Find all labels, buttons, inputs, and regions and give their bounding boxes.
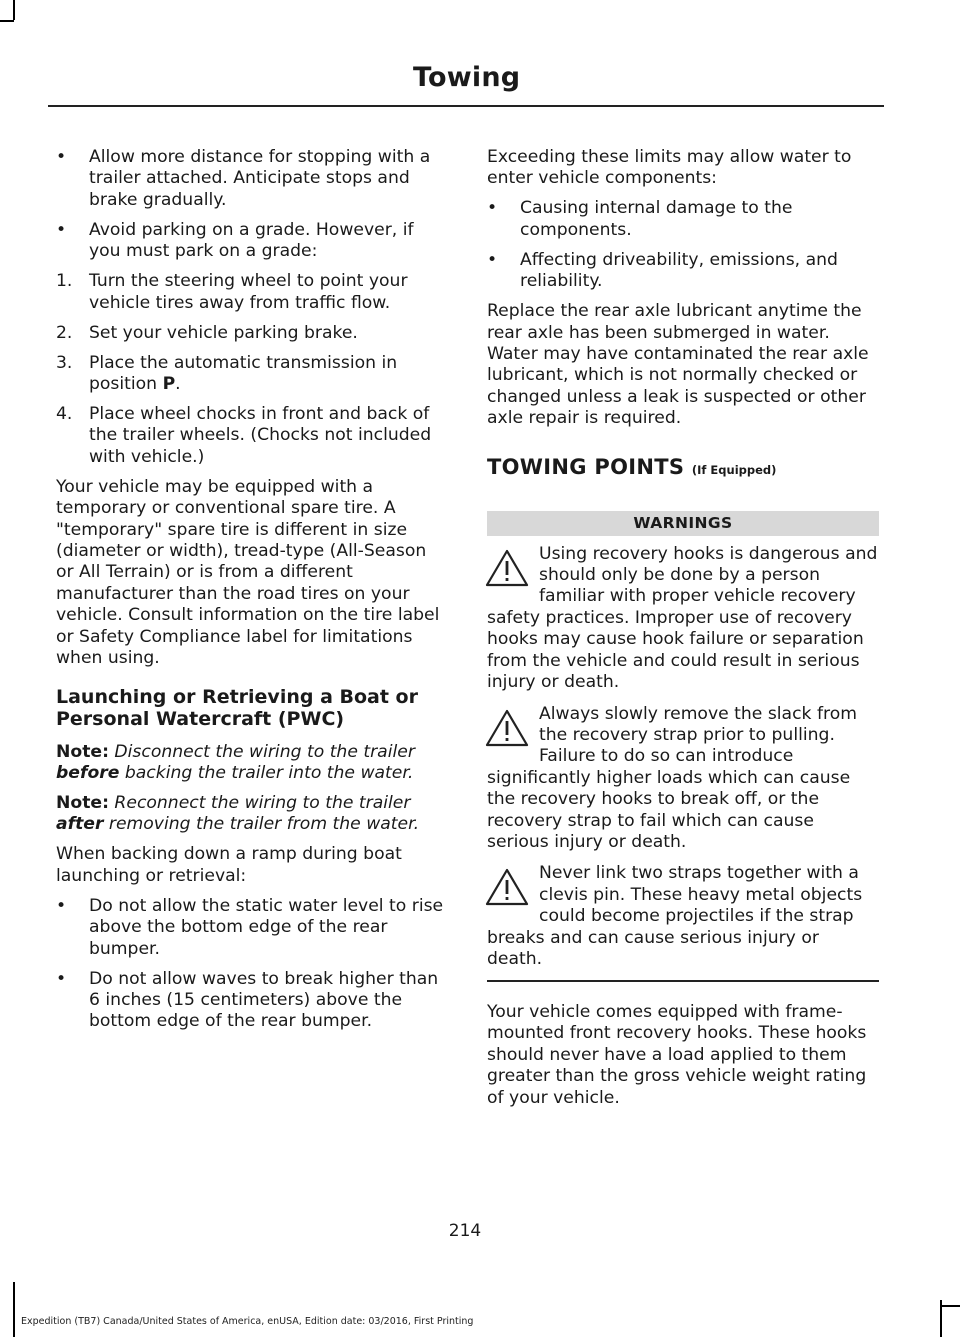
list-item: • Do not allow the static water level to rise above the bottom edge of the rear bumper. [56, 895, 444, 959]
step-item: 3. Place the automatic transmission in position P. [56, 352, 398, 395]
footer-text: Expedition (TB7) Canada/United States of America, enUSA, Edition date: 03/2016, First Printing [21, 1316, 474, 1327]
bullet-marker: • [56, 895, 67, 916]
step-item: 1. Turn the steering wheel to point your vehicle tires away from traffic flow. [56, 271, 408, 313]
step-item: 4. Place wheel chocks in front and back of the trailer wheels. (Chocks not included with vehicle.) [56, 404, 432, 467]
boat-heading: Launching or Retrieving a Boat or Personal Watercraft (PWC) [56, 685, 418, 730]
section-title: TOWING POINTS (If Equipped) [487, 454, 777, 479]
warning-triangle-icon [485, 548, 529, 592]
exceed-paragraph: Exceeding these limits may allow water to enter vehicle components: [487, 147, 852, 189]
step-item: 2. Set your vehicle parking brake. [56, 322, 358, 343]
page-number: 214 [448, 1221, 482, 1241]
list-item: • Do not allow waves to break higher than 6 inches (15 centimeters) above the bottom edge of the rear bumper. [56, 968, 439, 1032]
warning-block: Using recovery hooks is dangerous and should only be done by a person familiar with proper vehicle recovery safety practices. Improper use of recovery hooks may cause hook failure or separation from the vehicle and could result in serious injury or death. [487, 543, 878, 693]
crop-mark [940, 1305, 960, 1307]
list-item: • Affecting driveability, emissions, and reliability. [487, 249, 838, 292]
crop-mark [13, 0, 15, 20]
ramp-paragraph: When backing down a ramp during boat launching or retrieval: [56, 844, 402, 886]
left-column [56, 147, 448, 1041]
note-reconnect: Note: Reconnect the wiring to the trailer after removing the trailer from the water. [56, 792, 420, 835]
bullet-marker: • [56, 968, 67, 989]
warning-triangle-icon [485, 867, 529, 911]
spare-tire-paragraph: Your vehicle may be equipped with a temporary or conventional spare tire. A "temporary" spare tire is different in size (diameter or width), tread-type (All-Season or All Terrain) or is from a different manufacturer than the road tires on your vehicle. Consult information on the tire label or Safety Compliance label for limitations when using. [56, 476, 440, 669]
list-item: • Avoid parking on a grade. However, if you must park on a grade: [56, 219, 414, 262]
warnings-header: WARNINGS [487, 511, 879, 536]
bullet-marker: • [56, 219, 67, 240]
right-column [487, 147, 879, 1118]
warning-block: Never link two straps together with a clevis pin. These heavy metal objects could become projectiles if the strap breaks and can cause serious injury or death. [487, 863, 863, 969]
header-rule [48, 105, 884, 107]
bullet-marker: • [56, 147, 67, 167]
hooks-paragraph: Your vehicle comes equipped with frame-mounted front recovery hooks. These hooks should never have a load applied to them greater than the gross vehicle weight rating of your vehicle. [487, 1001, 867, 1108]
list-item: • Allow more distance for stopping with a trailer attached. Anticipate stops and brake gradually. [56, 147, 431, 210]
warning-triangle-icon [485, 708, 529, 752]
note-disconnect: Note: Disconnect the wiring to the trailer before backing the trailer into the water. [56, 741, 415, 783]
list-item: • Causing internal damage to the components. [487, 198, 793, 240]
page-title: Towing [413, 62, 521, 93]
warnings-end-rule [487, 980, 879, 982]
crop-mark [13, 1282, 15, 1337]
bullet-marker: • [487, 249, 498, 270]
axle-paragraph: Replace the rear axle lubricant anytime the rear axle has been submerged in water. Water may have contaminated the rear axle lubricant, which is not normally checked or changed unless a leak is suspected or other axle repair is required. [487, 301, 869, 429]
bullet-marker: • [487, 198, 498, 219]
crop-mark [0, 20, 14, 22]
warning-block: Always slowly remove the slack from the recovery strap prior to pulling. Failure to do so can introduce significantly higher loads which can cause the recovery hooks to break off, or the recovery strap to fail which can cause serious injury or death. [487, 703, 857, 852]
